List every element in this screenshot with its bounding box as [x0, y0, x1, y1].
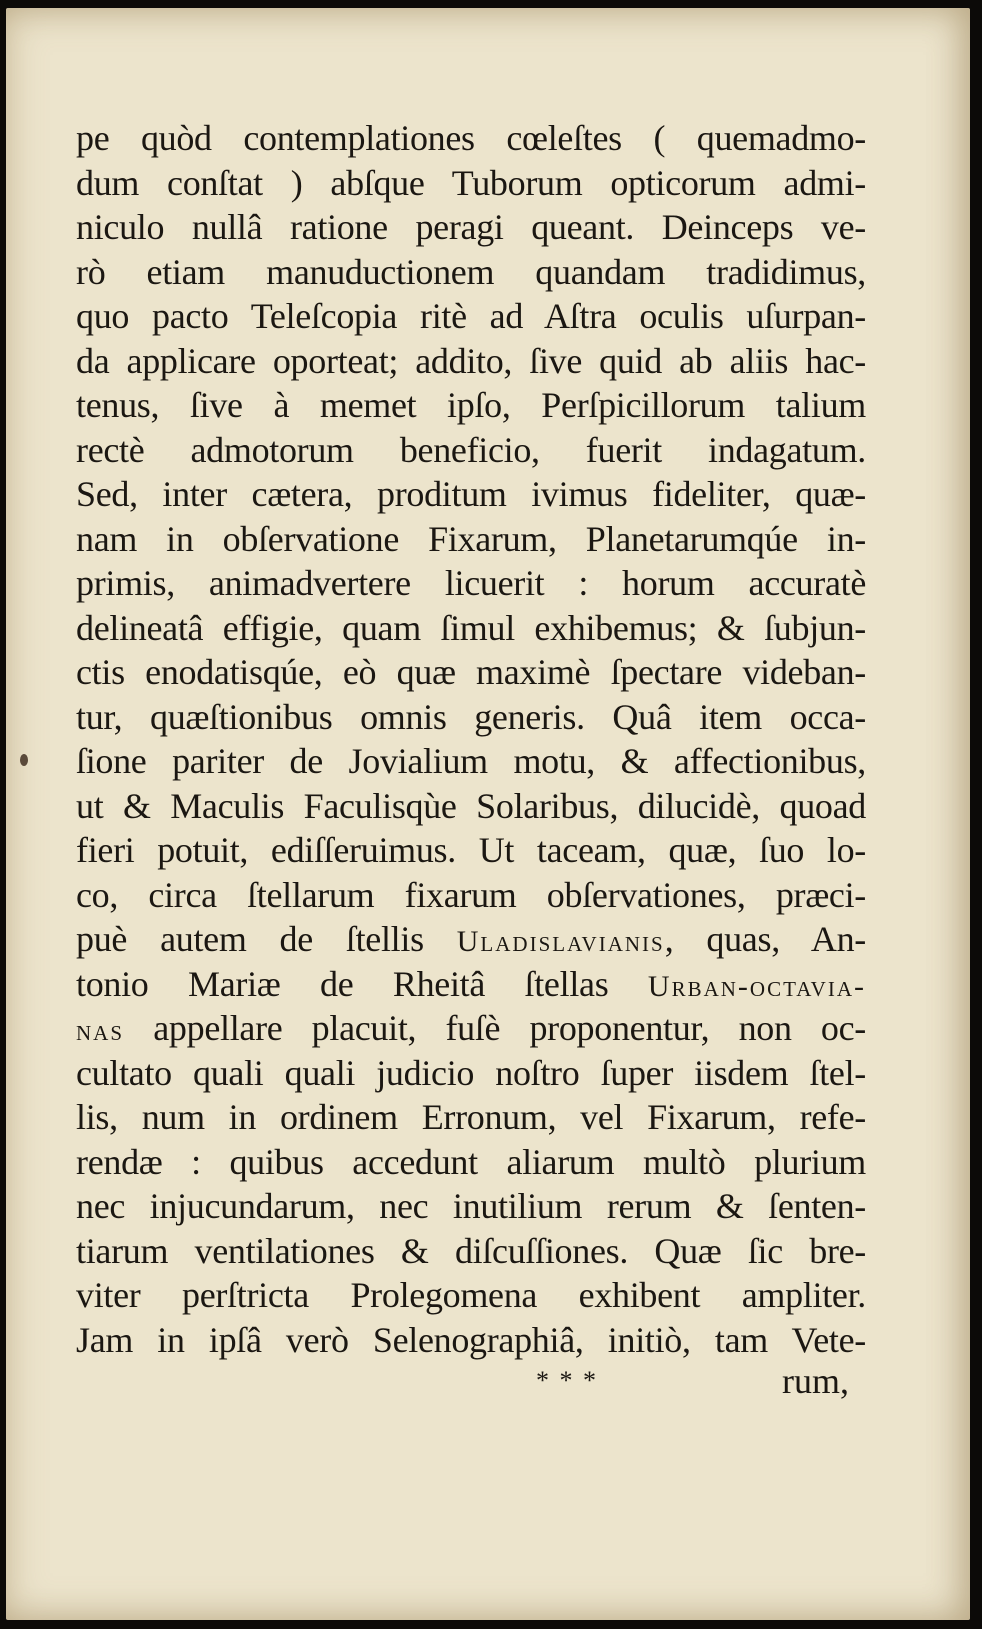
text-line: lis, num in ordinem Erronum, vel Fixarum, refe-: [76, 1097, 866, 1137]
text-line: Jam in ipſâ verò Selenographiâ, initiò, tam Vete-: [76, 1319, 866, 1360]
text-line: [76, 962, 866, 1007]
text-line: ctis enodatisqúe, eò quæ maximè ſpectare videban-: [76, 652, 866, 692]
text-line: [76, 1006, 866, 1051]
text-line: ut & Maculis Faculisqùe Solaribus, dilucidè, quoad: [76, 785, 866, 826]
text-line: niculo nullâ ratione peragi queant. Deinceps ve-: [76, 207, 866, 247]
text-run: , quas, An-: [664, 919, 866, 959]
catchword: rum,: [782, 1361, 849, 1401]
text-line: rectè admotorum beneficio, fuerit indagatum.: [76, 429, 866, 470]
text-line: cultato quali quali judicio noſtro ſuper iisdem ſtel-: [76, 1052, 866, 1093]
small-caps-name: Urban-octavia-: [647, 969, 866, 1003]
body-text: [76, 116, 866, 1362]
text-line: rò etiam manuductionem quandam tradidimus,: [76, 251, 866, 292]
text-line: delineatâ effigie, quam ſimul exhibemus; & ſubjun-: [76, 607, 866, 648]
text-line: co, circa ſtellarum fixarum obſervationes, præci-: [76, 874, 866, 915]
text-line: quo pacto Teleſcopia ritè ad Aſtra oculis uſurpan-: [76, 296, 866, 336]
small-caps-name: Uladislavianis: [456, 925, 665, 958]
text-run: puè autem de ſtellis: [76, 919, 457, 959]
book-page: [6, 8, 970, 1620]
text-line: dum conſtat ) abſque Tuborum opticorum admi-: [76, 162, 866, 203]
text-run: appellare placuit, fuſè proponentur, non oc-: [124, 1008, 866, 1048]
text-line: primis, animadvertere licuerit : horum accuratè: [76, 563, 866, 603]
text-line: ſione pariter de Jovialium motu, & affectionibus,: [76, 741, 866, 781]
text-line: nec injucundarum, nec inutilium rerum & ſenten-: [76, 1186, 866, 1226]
text-run: tonio Mariæ de Rheitâ ſtellas: [76, 963, 648, 1004]
signature-mark: * * *: [536, 1366, 598, 1395]
text-line: fieri potuit, ediſſeruimus. Ut taceam, quæ, ſuo lo-: [76, 830, 866, 870]
text-line: rendæ : quibus accedunt aliarum multò plurium: [76, 1141, 866, 1182]
text-line: tur, quæſtionibus omnis generis. Quâ item occa-: [76, 696, 866, 737]
text-line: viter perſtricta Prolegomena exhibent ampliter.: [76, 1275, 866, 1315]
text-line: tenus, ſive à memet ipſo, Perſpicillorum talium: [76, 385, 866, 425]
text-line: pe quòd contemplationes cœleſtes ( quemadmo-: [76, 118, 866, 158]
text-line: da applicare oporteat; addito, ſive quid ab aliis hac-: [76, 340, 866, 381]
text-line: [76, 917, 866, 962]
text-line: Sed, inter cætera, proditum ivimus fideliter, quæ-: [76, 474, 866, 514]
small-caps-name: nas: [76, 1014, 125, 1047]
text-line: tiarum ventilationes & diſcuſſiones. Quæ ſic bre-: [76, 1230, 866, 1271]
text-line: nam in obſervatione Fixarum, Planetarumqúe in-: [76, 518, 866, 559]
ink-blot: [20, 754, 28, 766]
